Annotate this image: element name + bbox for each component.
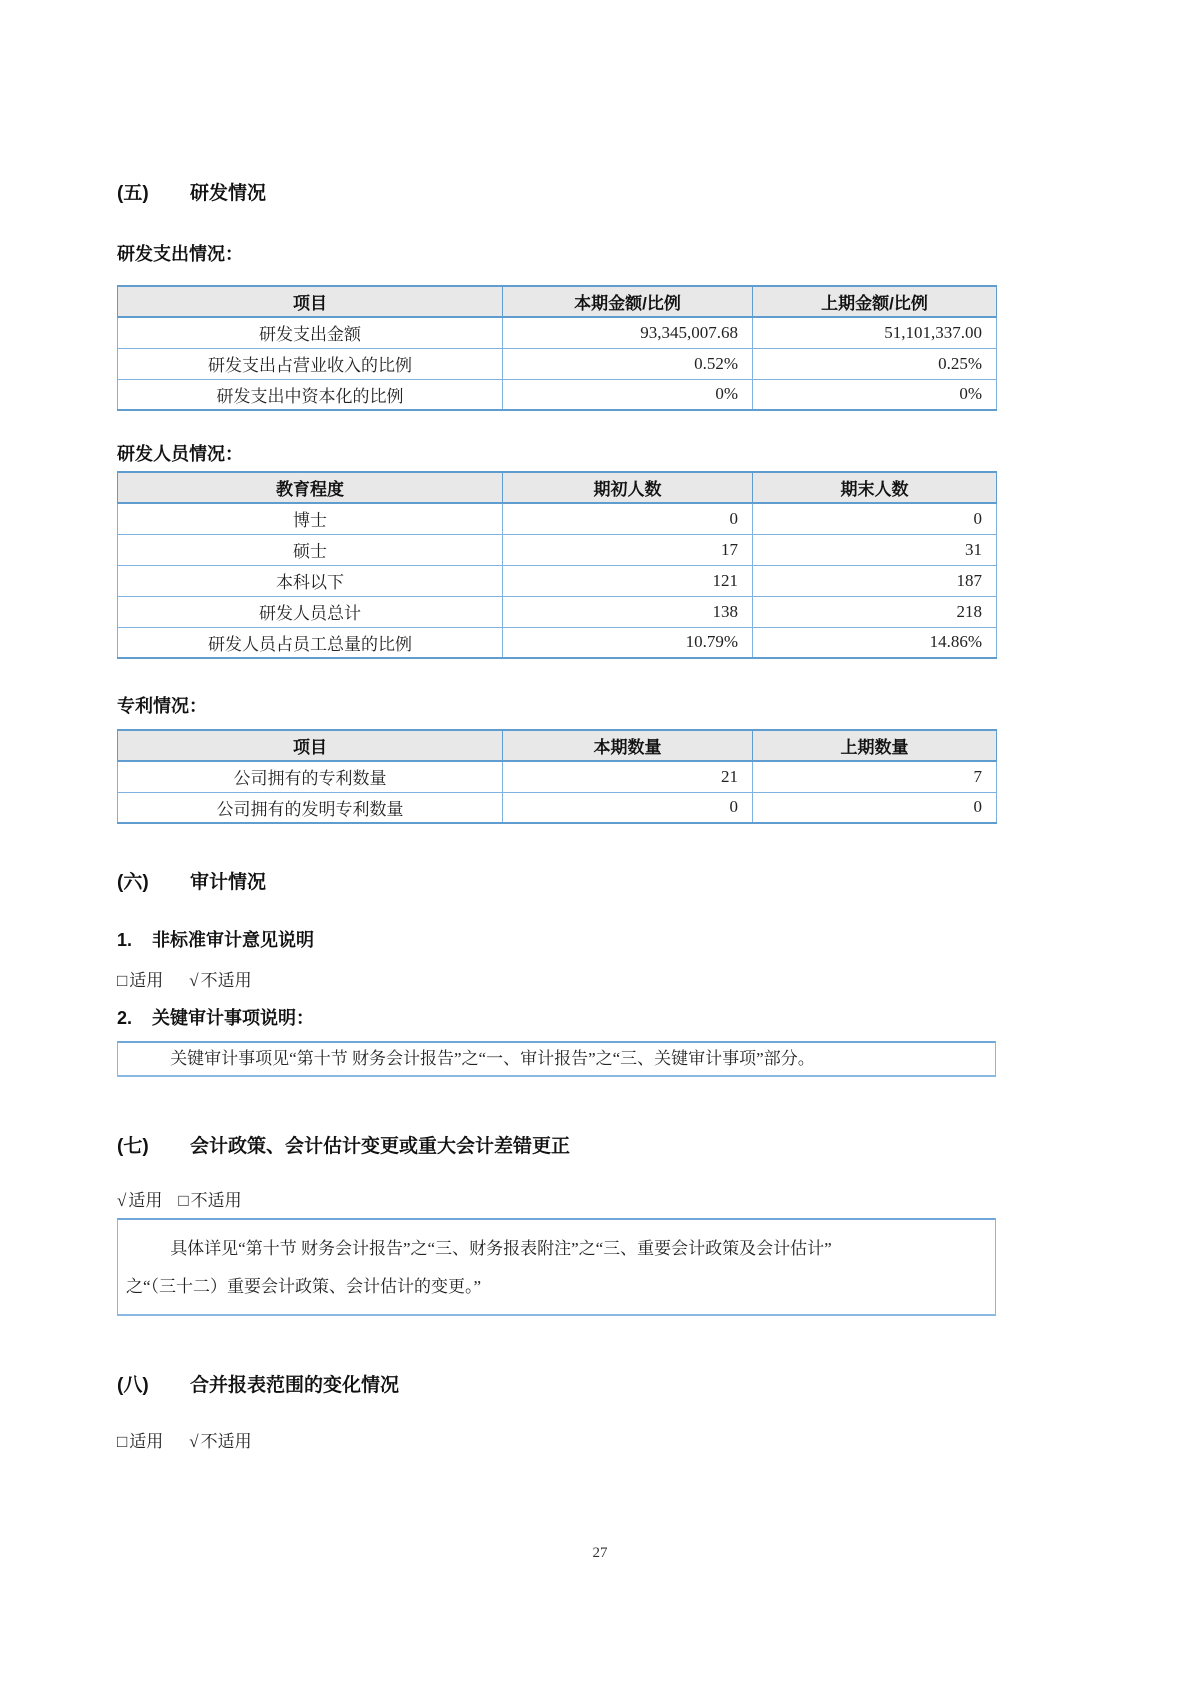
table-row [118, 792, 997, 823]
table-row [118, 596, 997, 627]
key-audit-matters-note-box [117, 1041, 996, 1077]
column-header: 期初人数 [503, 472, 753, 503]
applicability-not-applicable: √ 不适用 [189, 1432, 252, 1451]
note-text-line1: 具体详见“第十节 财务会计报告”之“三、财务报表附注”之“三、重要会计政策及会计估计” [170, 1239, 832, 1258]
value-cell: 0 [503, 503, 753, 534]
row-label-cell: 研发支出占营业收入的比例 [118, 348, 503, 379]
section-number: (五) [117, 183, 149, 204]
value-cell: 14.86% [753, 627, 997, 658]
section-title: 合并报表范围的变化情况 [190, 1375, 400, 1396]
table-row [118, 348, 997, 379]
table-row [118, 379, 997, 410]
section-number: (六) [117, 872, 149, 893]
value-cell: 21 [503, 761, 753, 792]
value-cell: 0.52% [503, 348, 753, 379]
value-cell: 121 [503, 565, 753, 596]
rd-expense-caption: 研发支出情况： [117, 244, 243, 264]
applicability-applicable: □ 适用 [117, 1432, 164, 1451]
patents-caption: 专利情况： [117, 696, 207, 716]
value-cell: 7 [753, 761, 997, 792]
checkbox-icon: □ [117, 971, 128, 990]
value-cell: 0 [503, 792, 753, 823]
item-heading-key-audit-matters [117, 1007, 996, 1029]
value-cell: 0 [753, 503, 997, 534]
item-number: 2. [117, 1008, 133, 1028]
checkmark-icon: √ [189, 971, 199, 990]
rd-expense-table [117, 285, 997, 411]
row-label-cell: 公司拥有的专利数量 [118, 761, 503, 792]
row-label-cell: 公司拥有的发明专利数量 [118, 792, 503, 823]
value-cell: 187 [753, 565, 997, 596]
applicability-line [117, 1190, 996, 1212]
section-heading-accounting-policy [117, 1136, 996, 1158]
header-row [118, 286, 997, 317]
value-cell: 31 [753, 534, 997, 565]
applicability-not-applicable: √ 不适用 [189, 971, 252, 990]
row-label-cell: 研发支出金额 [118, 317, 503, 348]
value-cell: 17 [503, 534, 753, 565]
section-heading-audit [117, 872, 996, 894]
column-header: 上期数量 [753, 730, 997, 761]
value-cell: 218 [753, 596, 997, 627]
value-cell: 0.25% [753, 348, 997, 379]
applicability-applicable: √ 适用 [117, 1191, 163, 1210]
checkmark-icon: √ [117, 1191, 127, 1210]
section-number: (八) [117, 1375, 149, 1396]
section-title: 研发情况 [190, 183, 267, 204]
applicability-line [117, 970, 996, 992]
row-label-cell: 博士 [118, 503, 503, 534]
accounting-policy-note-box [117, 1218, 996, 1316]
section-heading-rd [117, 183, 996, 205]
header-row [118, 472, 997, 503]
table-row [118, 534, 997, 565]
value-cell: 51,101,337.00 [753, 317, 997, 348]
patents-table [117, 729, 997, 824]
applicability-line [117, 1431, 996, 1453]
row-label-cell: 硕士 [118, 534, 503, 565]
value-cell: 0 [753, 792, 997, 823]
column-header: 期末人数 [753, 472, 997, 503]
value-cell: 138 [503, 596, 753, 627]
column-header: 本期数量 [503, 730, 753, 761]
note-text: 关键审计事项见“第十节 财务会计报告”之“一、审计报告”之“三、关键审计事项”部分。 [170, 1049, 815, 1068]
rd-personnel-caption: 研发人员情况： [117, 444, 243, 464]
page-content [117, 0, 996, 1453]
row-label-cell: 研发支出中资本化的比例 [118, 379, 503, 410]
column-header: 上期金额/比例 [753, 286, 997, 317]
header-row [118, 730, 997, 761]
checkbox-icon: □ [117, 1432, 128, 1451]
value-cell: 0% [753, 379, 997, 410]
applicability-not-applicable: □ 不适用 [178, 1191, 242, 1210]
table-row [118, 565, 997, 596]
section-title: 会计政策、会计估计变更或重大会计差错更正 [190, 1136, 571, 1157]
checkbox-icon: □ [178, 1191, 189, 1210]
column-header: 项目 [118, 286, 503, 317]
value-cell: 10.79% [503, 627, 753, 658]
table-row [118, 317, 997, 348]
column-header: 本期金额/比例 [503, 286, 753, 317]
row-label-cell: 研发人员总计 [118, 596, 503, 627]
rd-personnel-table [117, 471, 997, 659]
table-row [118, 503, 997, 534]
checkmark-icon: √ [189, 1432, 199, 1451]
row-label-cell: 本科以下 [118, 565, 503, 596]
note-text-line2: 之“（三十二）重要会计政策、会计估计的变更。” [126, 1277, 482, 1296]
item-title: 关键审计事项说明： [152, 1008, 314, 1028]
section-heading-consolidation-scope [117, 1375, 996, 1397]
column-header: 教育程度 [118, 472, 503, 503]
value-cell: 93,345,007.68 [503, 317, 753, 348]
section-title: 审计情况 [190, 872, 267, 893]
table-row [118, 761, 997, 792]
item-title: 非标准审计意见说明 [152, 930, 314, 950]
item-number: 1. [117, 930, 133, 950]
section-number: (七) [117, 1136, 149, 1157]
applicability-applicable: □ 适用 [117, 971, 164, 990]
page-number: 27 [592, 1545, 608, 1561]
table-row [118, 627, 997, 658]
item-heading-nonstandard-opinion [117, 929, 996, 951]
value-cell: 0% [503, 379, 753, 410]
row-label-cell: 研发人员占员工总量的比例 [118, 627, 503, 658]
column-header: 项目 [118, 730, 503, 761]
